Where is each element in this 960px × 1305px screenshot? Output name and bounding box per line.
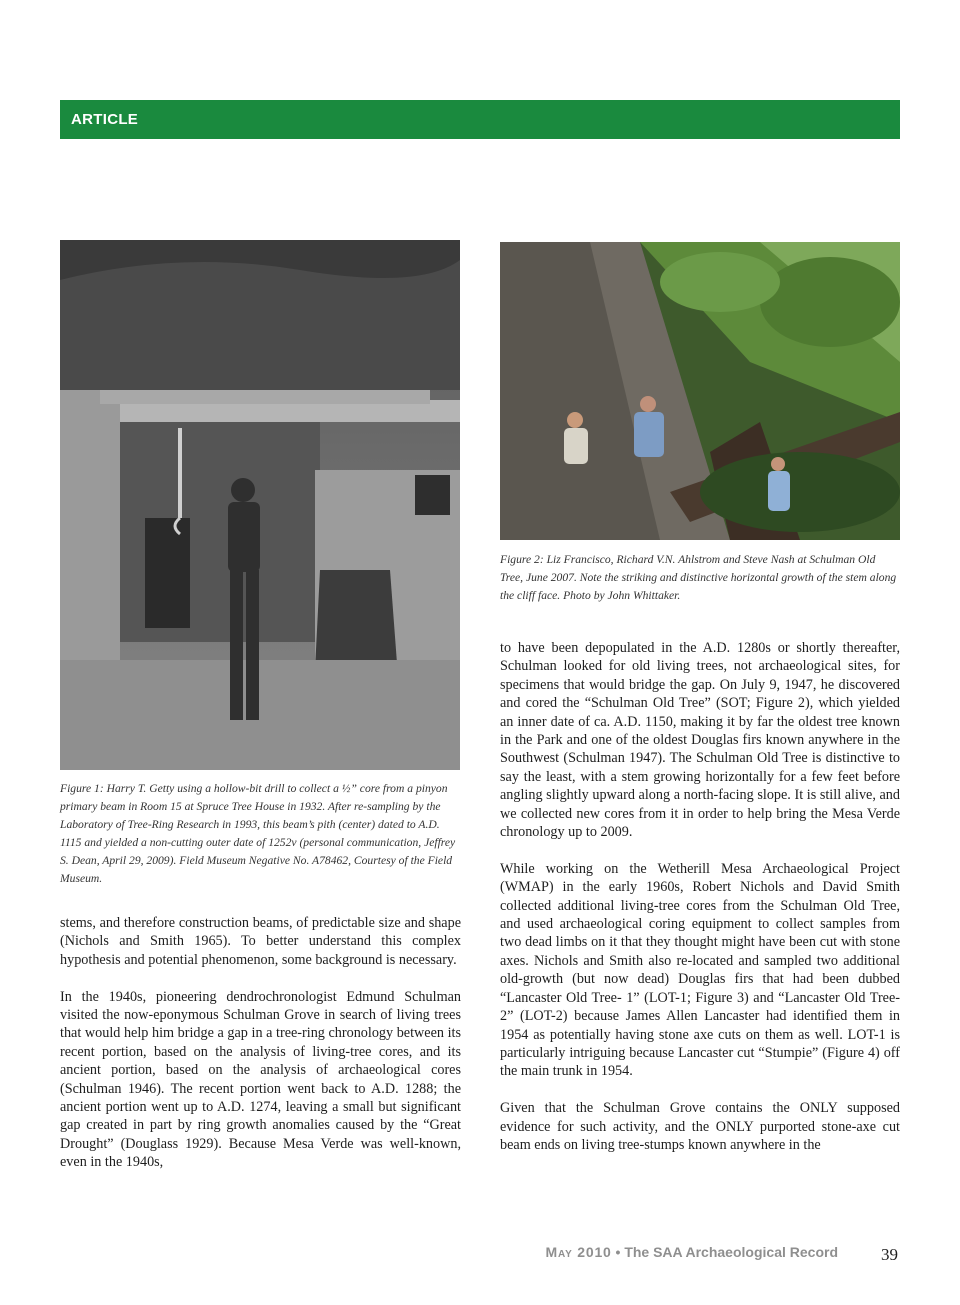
paragraph: Given that the Schulman Grove contains the ONLY supposed evidence for such activity, and the ONLY purported stone-axe cut beam ends on living tree-stumps known anywhere in the	[500, 1100, 900, 1153]
page-number: 39	[881, 1245, 898, 1264]
footer-bullet: •	[615, 1244, 621, 1260]
figure-2-caption: Figure 2: Liz Francisco, Richard V.N. Ahlstrom and Steve Nash at Schulman Old Tree, June 2007. Note the striking and distinctive horizontal growth of the stem along the cliff face. Photo by John Whittaker.	[500, 553, 897, 602]
figure-2-photo	[500, 242, 900, 540]
paragraph: While working on the Wetherill Mesa Archaeological Project (WMAP) in the early 1960s, Robert Nichols and David Smith collected additional living-tree cores from the Schulman Old Tree, and used archaeological coring equipment to collect samples from two dead limbs on it that they thought might have been cut with stone axes. Nichols and Smith also re-located and sampled two additional old-growth (but now dead) Douglas firs that had been dubbed “Lancaster Old Tree- 1” (LOT-1; Figure 3) and “Lancaster Old Tree-2” (LOT-2) because James Allen Lancaster had identified them in 1954 as potentially having stone axe cuts on them as well. LOT-1 is particularly intriguing because Lancaster cut “Stumpie” (Figure 4) off the main trunk in 1954.	[500, 860, 900, 1080]
figure-1-photo	[60, 240, 460, 770]
body-left-column	[60, 914, 461, 1190]
section-label: ARTICLE	[71, 111, 139, 128]
running-footer	[546, 1244, 838, 1260]
body-right-column	[500, 639, 900, 1173]
paragraph: In the 1940s, pioneering dendrochronologist Edmund Schulman visited the now-eponymous Schulman Grove in search of living trees that would help him bridge a gap in a tree-ring chronology between its recent portion, based on the analysis of living-tree cores, and its ancient portion, based on the analysis of archaeological cores (Schulman 1946). The recent portion went back to A.D. 1288; the ancient portion went up to A.D. 1274, leaving a small but significant gap created in part by ring growth anomalies caused by the “Great Drought” (Douglass 1929). Because Mesa Verde was well-known, even in the 1940s,	[60, 988, 461, 1171]
footer-month-year: May 2010	[545, 1244, 612, 1260]
section-header-bar	[60, 100, 900, 139]
figure-1-caption: Figure 1: Harry T. Getty using a hollow-bit drill to collect a ½” core from a pinyon primary beam in Room 15 at Spruce Tree House in 1932. After re-sampling by the Laboratory of Tree-Ring Research in 1993, this beam’s pith (center) dated to A.D. 1115 and yielded a non-cutting outer date of 1252v (personal communication, Jeffrey S. Dean, April 29, 2009). Field Museum Negative No. A78462, Courtesy of the Field Museum.	[60, 782, 456, 885]
paragraph: to have been depopulated in the A.D. 1280s or shortly thereafter, Schulman looked for old living trees, not archaeological sites, for specimens that would bridge the gap. On July 9, 1947, he discovered and cored the “Schulman Old Tree” (SOT; Figure 2), which yielded an inner date of ca. A.D. 1150, making it by far the oldest tree known in the Park and one of the oldest Douglas firs known anywhere in the Southwest (Schulman 1947). The Schulman Old Tree is distinctive to say the least, with a stem growing horizontally for a few feet before angling slightly upward along a north-facing slope. It is still alive, and we collected new cores from it in order to help bring the Mesa Verde chronology up to 2009.	[500, 640, 900, 841]
footer-publication: The SAA Archaeological Record	[624, 1244, 838, 1260]
paragraph: stems, and therefore construction beams, of predictable size and shape (Nichols and Smith 1965). To better understand this complex hypothesis and potential phenomenon, some background is necessary.	[60, 915, 461, 968]
